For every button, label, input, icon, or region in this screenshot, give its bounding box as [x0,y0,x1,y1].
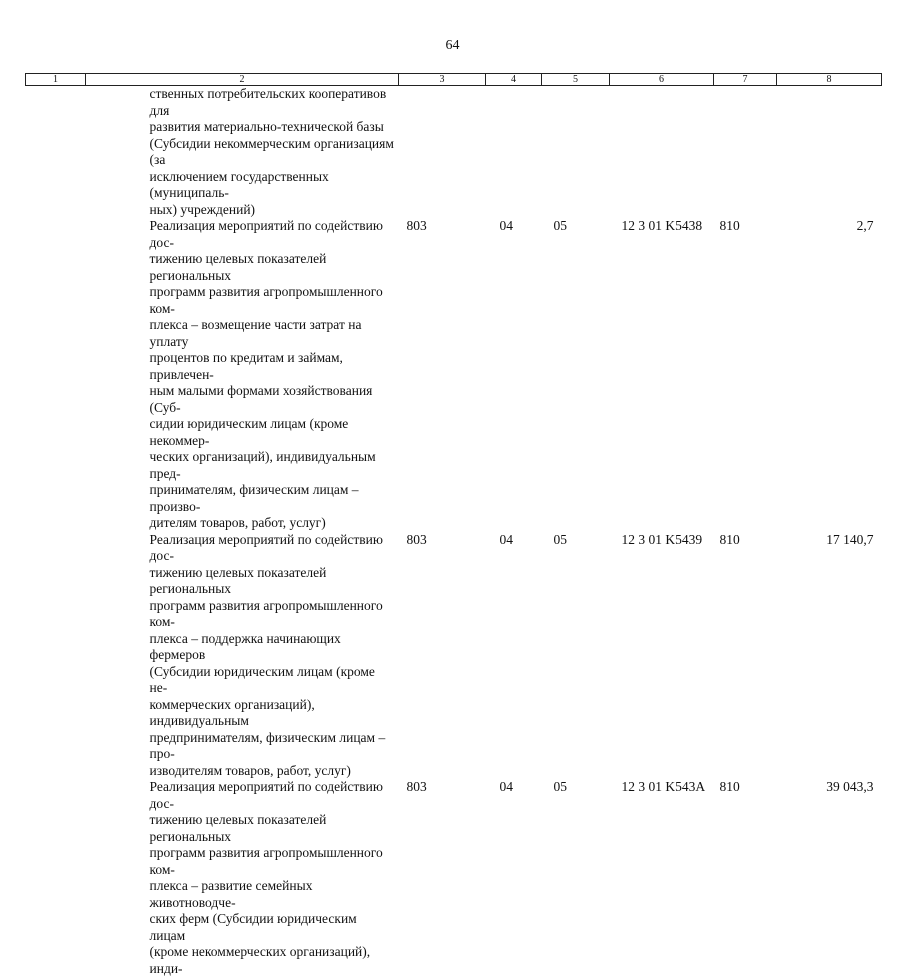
expense-type-code: 810 [719,218,740,233]
header-cell-7: 7 [714,74,777,86]
item-name-line: ческих организаций), индивидуальным пред- [149,449,376,481]
column-number-header [26,74,882,86]
col1-cell [26,532,86,780]
item-name-line: ских ферм (Субсидии юридическим лицам [149,911,357,943]
item-name-line: программ развития агропромышленного ком- [149,845,383,877]
subsection-code: 05 [553,531,567,547]
amount: 2,7 [856,218,874,233]
col1-cell [26,779,86,977]
expense-type-code: 810 [719,779,740,794]
header-cell-5: 5 [542,74,610,86]
subsection-code: 05 [553,779,567,794]
item-name-line: развития материально-технической базы [149,119,384,134]
table-row [26,86,882,219]
item-name-line: программ развития агропромышленного ком- [149,284,383,316]
table-row [26,532,882,780]
header-cell-6: 6 [610,74,714,86]
item-name-line: Реализация мероприятий по содействию дос- [149,218,383,250]
target-article-code: 12 3 01 K5439 [621,531,703,547]
item-name-line: программ развития агропромышленного ком- [149,597,383,629]
subsection-code [542,86,610,219]
item-name-line: (Субсидии юридическим лицам (кроме не- [149,663,375,695]
section-code [486,86,542,219]
subsection-code: 05 [553,218,567,233]
item-name-line: (кроме некоммерческих организаций), инди- [149,944,371,976]
amount: 39 043,3 [826,779,874,794]
item-name-line: изводителям товаров, работ, услуг) [149,762,351,778]
item-name-line: Реализация мероприятий по содействию дос- [149,531,383,563]
item-name-line: ных) учреждений) [149,201,256,217]
section-code: 04 [499,531,513,547]
item-name-line: тижению целевых показателей региональных [149,251,327,283]
item-name-line: ственных потребительских кооперативов для [149,86,387,118]
item-name-line: принимателям, физическим лицам – произво- [149,482,359,514]
item-name-line: тижению целевых показателей региональных [149,564,327,596]
target-article-code: 12 3 01 K543A [621,779,706,794]
item-name-line: сидии юридическим лицам (кроме некоммер- [149,416,349,448]
budget-table [25,73,882,977]
item-name [86,218,399,532]
expense-type-code: 810 [719,531,740,547]
item-name-line: плекса – развитие семейных животноводче- [149,878,313,910]
col1-cell [26,218,86,532]
item-name-line: процентов по кредитам и займам, привлечен- [149,350,343,382]
section-code: 04 [499,779,513,794]
item-name [86,532,399,780]
header-cell-1: 1 [26,74,86,86]
expense-type-code [714,86,777,219]
header-cell-4: 4 [486,74,542,86]
item-name-line: (Субсидии некоммерческим организациям (за [149,135,394,167]
item-name [86,86,399,219]
table-row [26,218,882,532]
ministry-code: 803 [406,779,427,794]
item-name-line: плекса – возмещение части затрат на уплату [149,317,362,349]
item-name-line: Реализация мероприятий по содействию дос- [149,779,383,811]
ministry-code [399,86,486,219]
item-name-line: исключением государственных (муниципаль- [149,168,329,200]
header-cell-8: 8 [777,74,882,86]
item-name-line: коммерческих организаций), индивидуальным [149,696,315,728]
table-row [26,779,882,977]
section-code: 04 [499,218,513,233]
amount [777,86,882,219]
ministry-code: 803 [406,531,427,547]
item-name [86,779,399,977]
item-name-line: тижению целевых показателей региональных [149,812,327,844]
item-name-line: предпринимателям, физическим лицам – про- [149,729,386,761]
header-cell-2: 2 [86,74,399,86]
item-name-line: ным малыми формами хозяйствования (Суб- [149,383,373,415]
item-name-line: дителям товаров, работ, услуг) [149,515,326,530]
page-number: 64 [445,38,460,53]
item-name-line: плекса – поддержка начинающих фермеров [149,630,341,662]
target-article-code: 12 3 01 K5438 [621,218,703,233]
ministry-code: 803 [406,218,427,233]
target-article-code [610,86,714,219]
col1-cell [26,86,86,219]
header-cell-3: 3 [399,74,486,86]
amount: 17 140,7 [826,531,874,547]
